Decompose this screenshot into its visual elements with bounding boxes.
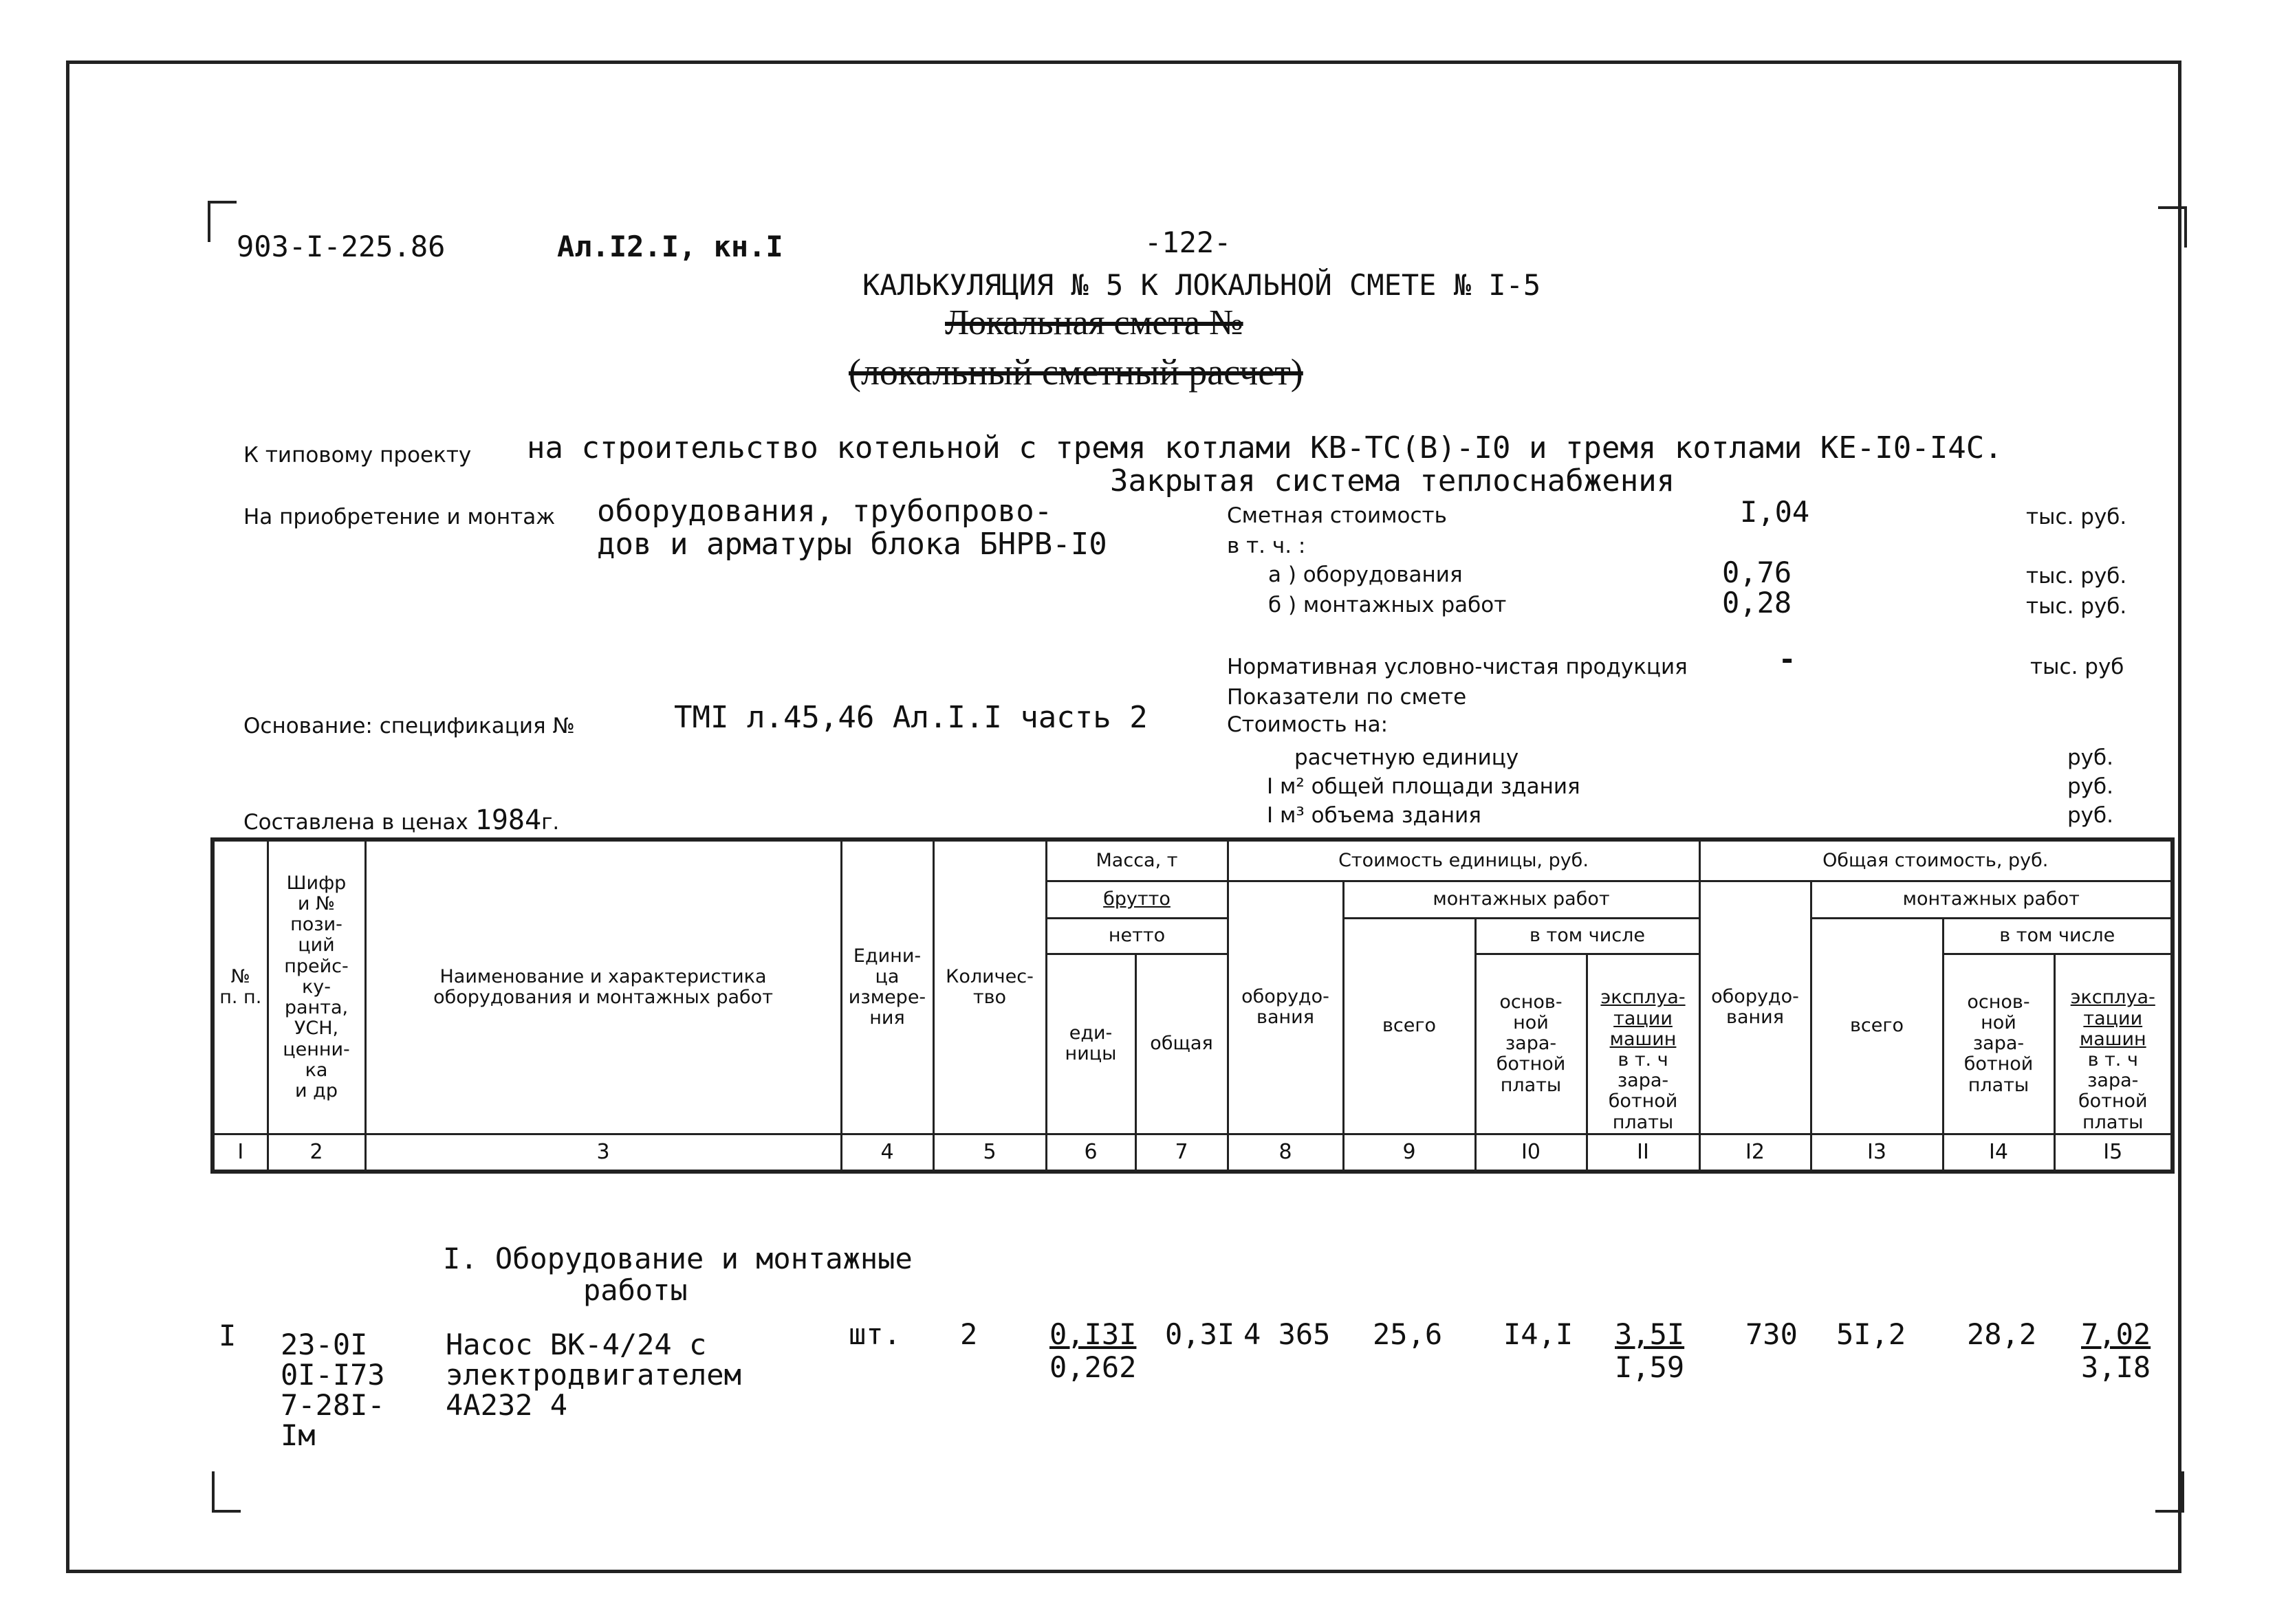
col-header-mass-total: общая	[1135, 954, 1228, 1134]
install-label: б ) монтажных работ	[1268, 593, 1507, 617]
row-install-total: 5I,2	[1836, 1317, 1906, 1351]
col-header-qty: Количес- тво	[933, 840, 1046, 1134]
col-number: 8	[1228, 1134, 1343, 1172]
col-number: 7	[1135, 1134, 1228, 1172]
estimated-cost-value: I,04	[1740, 495, 1810, 529]
col-header-brutto: брутто	[1046, 881, 1228, 918]
per-unit-label: расчетную единицу	[1294, 745, 1519, 770]
project-text-1: на строительство котельной с тремя котлами КВ-ТС(В)-I0 и тремя котлами КЕ-I0-I4С.	[527, 430, 2003, 465]
row-num: I	[219, 1319, 237, 1352]
corner-mark-bl	[212, 1471, 241, 1513]
col-header-num: № п. п.	[213, 840, 268, 1134]
equipment-unit: тыс. руб.	[2026, 564, 2127, 589]
per-area-rub: руб.	[2067, 774, 2113, 799]
col-header-equip-unit: оборудо- вания	[1228, 881, 1343, 1134]
section-title-1: I. Оборудование и монтажные	[443, 1242, 913, 1275]
col-number: 5	[933, 1134, 1046, 1172]
col-number: I0	[1475, 1134, 1587, 1172]
normative-unit: тыс. руб	[2030, 655, 2124, 679]
col-header-machine-wage: в т. ч зара- ботной платы	[1587, 1050, 1699, 1134]
row-mass-total: 0,3I	[1165, 1317, 1235, 1351]
row-mass-netto: 0,262	[1049, 1350, 1137, 1384]
basis-label: Основание: спецификация №	[243, 714, 575, 738]
col-header-name: Наименование и характеристика оборудования и монтажных работ	[365, 840, 841, 1134]
col-number: II	[1587, 1134, 1699, 1172]
normative-label: Нормативная условно-чистая продукция	[1227, 655, 1688, 679]
row-mass-brutto: 0,I3I	[1049, 1317, 1137, 1351]
row-qty: 2	[960, 1317, 978, 1351]
col-header-incl-total: в том числе	[1943, 918, 2173, 954]
col-header-install-all-total: всего	[1811, 918, 1943, 1134]
corner-mark-tl	[208, 201, 237, 242]
row-install-all: 25,6	[1373, 1317, 1443, 1351]
col-header-total-cost: Общая стоимость, руб.	[1699, 840, 2173, 881]
equipment-value: 0,76	[1722, 556, 1792, 589]
row-machine-wage: I,59	[1615, 1350, 1685, 1384]
struck-title-1: Локальная смета №	[945, 303, 1243, 342]
install-value: 0,28	[1722, 586, 1792, 619]
corner-mark-tr	[2158, 206, 2187, 248]
col-header-machine: эксплуа- тации машин	[1587, 954, 1699, 1050]
col-header-wage-total: основ- ной зара- ботной платы	[1943, 954, 2054, 1134]
col-number: I	[213, 1134, 268, 1172]
row-equip-total: 730	[1745, 1317, 1798, 1351]
col-header-install-unit: монтажных работ	[1343, 881, 1699, 918]
album-ref: Ал.I2.I, кн.I	[557, 230, 783, 263]
col-header-equip-total: оборудо- вания	[1699, 881, 1811, 1134]
col-number: I4	[1943, 1134, 2054, 1172]
col-number: I3	[1811, 1134, 1943, 1172]
prices-label: Составлена в ценах 1984г.	[243, 804, 560, 836]
doc-title: КАЛЬКУЛЯЦИЯ № 5 К ЛОКАЛЬНОЙ СМЕТЕ № I-5	[862, 268, 1541, 302]
estimated-cost-unit: тыс. руб.	[2026, 505, 2127, 529]
row-wage-total: 28,2	[1967, 1317, 2037, 1351]
cost-per-label: Стоимость на:	[1227, 712, 1389, 737]
per-volume-rub: руб.	[2067, 803, 2113, 828]
equipment-label: а ) оборудования	[1268, 562, 1463, 587]
row-unit: шт.	[849, 1317, 901, 1351]
col-header-machine-total: эксплуа- тации машин	[2054, 954, 2173, 1050]
col-header-netto: нетто	[1046, 918, 1228, 954]
col-header-unit-cost: Стоимость единицы, руб.	[1228, 840, 1699, 881]
per-unit-rub: руб.	[2067, 745, 2113, 770]
normative-value: -	[1778, 642, 1796, 676]
row-machine-total: 7,02	[2081, 1317, 2151, 1351]
col-header-install-total: монтажных работ	[1811, 881, 2173, 918]
corner-mark-br	[2155, 1471, 2184, 1513]
col-header-code: Шифр и № пози- ций прейс- ку- ранта, УСН, ценни- ка и др	[268, 840, 365, 1134]
col-header-machine-wage-total: в т. ч зара- ботной платы	[2054, 1050, 2173, 1134]
indicators-label: Показатели по смете	[1227, 685, 1467, 710]
row-wage: I4,I	[1503, 1317, 1574, 1351]
purchase-text-1: оборудования, трубопрово-	[597, 494, 1053, 529]
per-area-label: I м² общей площади здания	[1267, 774, 1580, 799]
col-number: 3	[365, 1134, 841, 1172]
col-number: 6	[1046, 1134, 1135, 1172]
row-machine-wage-total: 3,I8	[2081, 1350, 2151, 1384]
estimated-cost-label: Сметная стоимость	[1227, 503, 1447, 528]
per-volume-label: I м³ объема здания	[1267, 803, 1481, 828]
col-header-mass-unit: еди- ницы	[1046, 954, 1135, 1134]
col-number: 9	[1343, 1134, 1475, 1172]
page-number: -122-	[1144, 226, 1232, 259]
purchase-text-2: дов и арматуры блока БНРВ-I0	[597, 527, 1107, 562]
col-header-mass: Масса, т	[1046, 840, 1228, 881]
estimate-table	[210, 837, 2175, 1174]
doc-code: 903-I-225.86	[237, 230, 446, 263]
purchase-label: На приобретение и монтаж	[243, 505, 556, 529]
column-number-row	[213, 1134, 2173, 1172]
row-code: 23-0I 0I-I73 7-28I- Iм	[281, 1328, 385, 1452]
struck-title-2: (локальный сметный расчет)	[849, 351, 1303, 393]
project-text-2: Закрытая система теплоснабжения	[1110, 463, 1675, 498]
col-number: I2	[1699, 1134, 1811, 1172]
col-number: I5	[2054, 1134, 2173, 1172]
row-machine: 3,5I	[1615, 1317, 1685, 1351]
row-name: Насос ВК-4/24 с электродвигателем 4А232 4	[446, 1328, 741, 1422]
incl-label: в т. ч. :	[1227, 534, 1306, 558]
project-label: К типовому проекту	[243, 443, 472, 468]
install-unit: тыс. руб.	[2026, 594, 2127, 619]
col-number: 2	[268, 1134, 365, 1172]
col-header-unit: Едини- ца измере- ния	[841, 840, 933, 1134]
section-title-2: работы	[583, 1273, 688, 1307]
col-header-wage: основ- ной зара- ботной платы	[1475, 954, 1587, 1134]
col-number: 4	[841, 1134, 933, 1172]
price-year: 1984	[475, 804, 542, 836]
col-header-install-all: всего	[1343, 918, 1475, 1134]
basis-value: ТМI л.45,46 Ал.I.I часть 2	[674, 700, 1148, 735]
col-header-incl-unit: в том числе	[1475, 918, 1699, 954]
row-equip-unit: 4 365	[1243, 1317, 1331, 1351]
